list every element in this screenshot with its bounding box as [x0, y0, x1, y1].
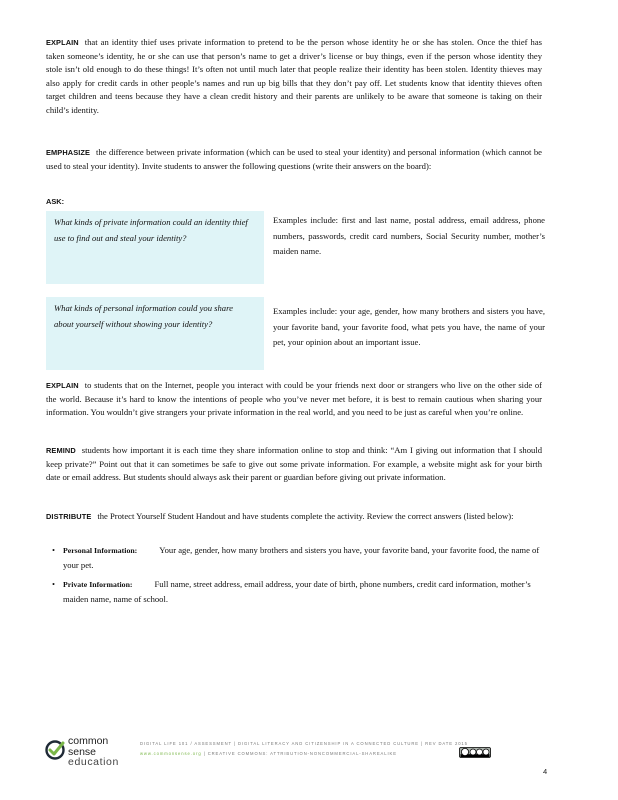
page-footer [0, 730, 618, 780]
emphasize-keyword: EMPHASIZE [46, 148, 91, 157]
brand-education: education [68, 756, 119, 768]
checkmark-circle-icon [44, 739, 66, 761]
answer-term: Personal Information: [63, 546, 138, 555]
common-sense-logo [44, 737, 134, 769]
list-item [52, 543, 544, 573]
answer-detail: Your age, gender, how many brothers and sisters you have, your favorite band, your favorite food, the name of your pet. [63, 545, 540, 571]
question-box [46, 297, 264, 370]
page-number: 4 [543, 767, 548, 776]
list-item [52, 577, 544, 607]
emphasize-paragraph [46, 146, 542, 173]
answer-list [52, 543, 544, 611]
remind-keyword: REMIND [46, 446, 76, 455]
remind-paragraph [46, 444, 542, 485]
question-text: What kinds of private information could an identity thief use to find out and steal your identity? [54, 217, 248, 243]
explain-paragraph [46, 36, 542, 118]
distribute-keyword: DISTRIBUTE [46, 512, 92, 521]
question-text: What kinds of personal information could you share about yourself without showing your identity? [54, 303, 233, 329]
answer-text: Examples include: first and last name, postal address, email address, phone numbers, passwords, credit card numbers, Social Security number, mother’s maiden name. [273, 215, 545, 257]
remind-text: students how important it is each time they share information online to stop and think: “Am I giving out information that I should keep private?” Point out that it can sometimes be safe to give out some private information. For example, a website might ask for your birth date or email address. But students should always ask their parent or guardian before giving out private information. [46, 445, 542, 483]
explain-keyword: EXPLAIN [46, 381, 79, 390]
brand-name: common sense [68, 735, 109, 758]
explain-text: that an identity thief uses private information to pretend to be the person whose identity he or she has stolen. Once the thief has taken someone’s identity, he or she can use that person’s name to get a driver’s license or buy things, even if the person whose identity they stole isn’t old enough to do these things! It’s often not until much later that people realize their identity has been stolen. Identity thieves may also apply for credit cards in other people’s names and run up big bills that they don’t pay off. Let students know that identity thieves often target children and teens because they have a clean credit history and their parents are unlikely to be aware that someone is taking on their child’s identity. [46, 37, 542, 115]
answer-term: Private Information: [63, 579, 133, 589]
explain-internet-text: to students that on the Internet, people you interact with could be your friends next door or strangers who live on the other side of the world. Because it’s hard to know the intentions of people who you’ve never met before, it is best to remain cautious when sharing your information. You wouldn’t give strangers your private information in the real world, and you need to be just as careful when you’re online. [46, 380, 542, 418]
cc-by-nc-sa-icon [459, 747, 491, 758]
footer-url[interactable]: www.commonsense.org [140, 751, 202, 756]
distribute-text: the Protect Yourself Student Handout and have students complete the activity. Review the correct answers (listed below): [97, 511, 514, 521]
answer-text: Examples include: your age, gender, how many brothers and sisters you have, your favorite band, your favorite food, what pets you have, the name of your pet, your opinion about an important issue. [273, 306, 545, 348]
explain-internet-paragraph [46, 379, 542, 420]
distribute-paragraph [46, 510, 542, 524]
footer-course-line: DIGITAL LIFE 101 / ASSESSMENT | DIGITAL LITERACY AND CITIZENSHIP IN A CONNECTED CULTURE | REV DATE 2015 [140, 741, 468, 746]
ask-label: ASK: [46, 197, 65, 206]
emphasize-text: the difference between private information (which can be used to steal your identity) and personal information (which cannot be used to steal your identity). Invite students to answer the following questions (write their answers on the board): [46, 147, 542, 171]
answer-detail: Full name, street address, email address, your date of birth, phone numbers, credit card information, mother’s maiden name, name of school. [63, 578, 531, 605]
explain-keyword: EXPLAIN [46, 38, 79, 47]
bullet-icon: • [52, 578, 56, 589]
bullet-icon: • [52, 545, 56, 555]
question-box [46, 211, 264, 284]
footer-license-line: www.commonsense.org | CREATIVE COMMONS: ATTRIBUTION-NONCOMMERCIAL-SHAREALIKE [140, 751, 397, 756]
